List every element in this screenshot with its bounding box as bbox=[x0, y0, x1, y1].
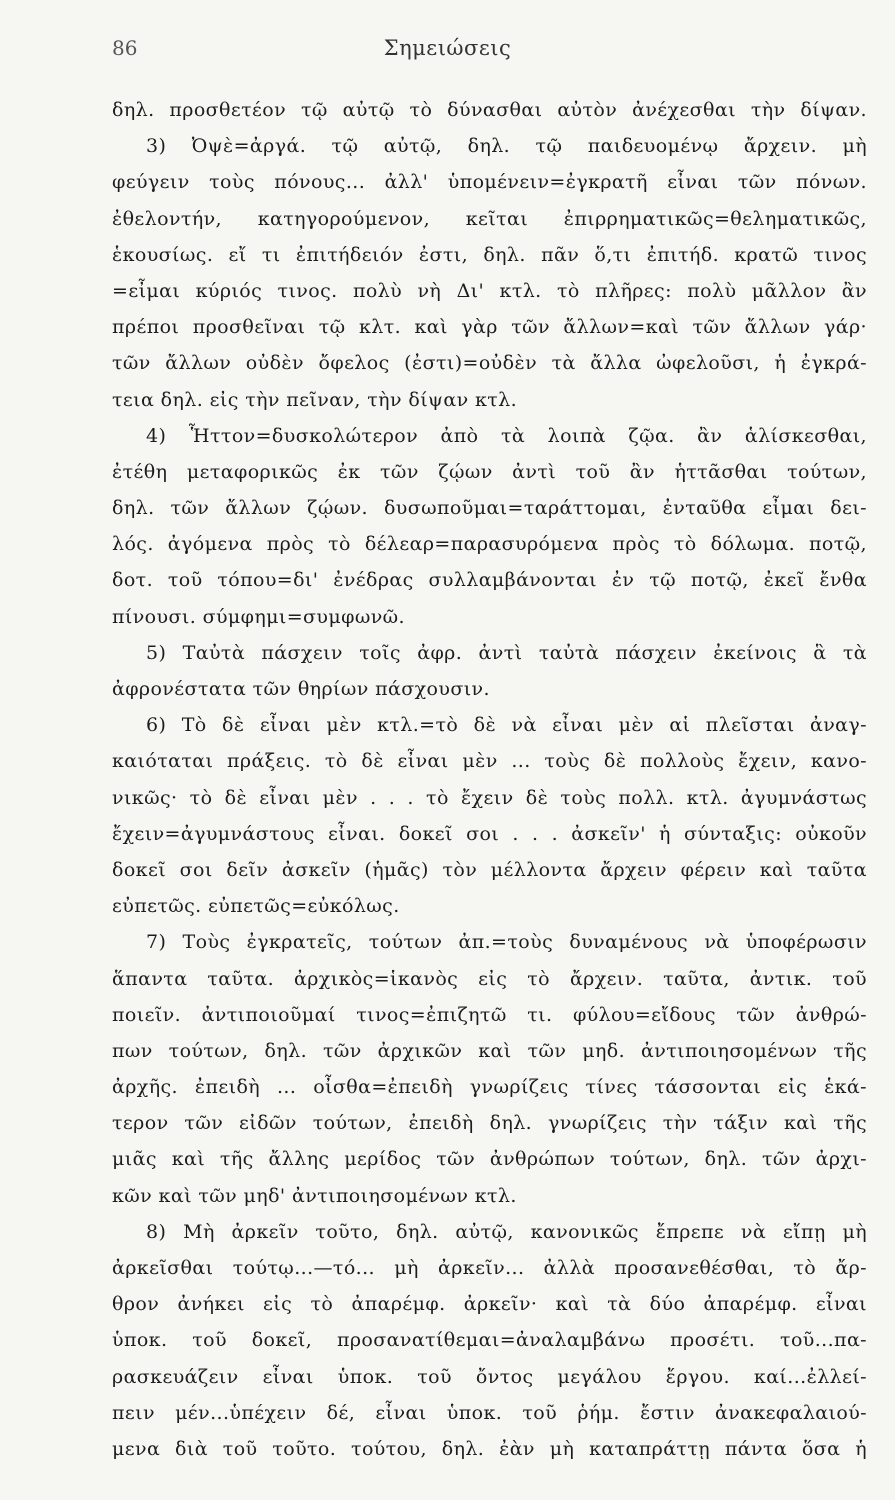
text-line: κῶν καὶ τῶν μηδ' ἀντιποιησομένων κτλ. bbox=[112, 1184, 517, 1207]
text-line: τεια δηλ. εἰς τὴν πεῖναν, τὴν δίψαν κτλ. bbox=[112, 388, 518, 411]
text-line: πρέποι προσθεῖναι τῷ κλτ. καὶ γὰρ τῶν ἄλλων=καὶ τῶν ἄλλων γάρ· bbox=[112, 316, 867, 339]
text-line: 5) Ταὐτὰ πάσχειν τοῖς ἀφρ. ἀντὶ ταὐτὰ πάσχειν ἐκείνοις ἃ τὰ bbox=[146, 641, 867, 664]
text-line: ἀρκεῖσθαι τούτῳ...—τό... μὴ ἀρκεῖν... ἀλλὰ προσανεθέσθαι, τὸ ἄρ- bbox=[112, 1257, 867, 1279]
text-line: εὐπετῶς. εὐπετῶς=εὐκόλως. bbox=[112, 895, 400, 918]
text-line: πων τούτων, δηλ. τῶν ἀρχικῶν καὶ τῶν μηδ. ἀντιποιησομένων τῆς bbox=[112, 1039, 867, 1062]
text-line: ἔχειν=ἀγυμνάστους εἶναι. δοκεῖ σοι . . . ἀσκεῖν' ἡ σύνταξις: οὐκοῦν bbox=[112, 822, 867, 845]
text-line: 7) Τοὺς ἐγκρατεῖς, τούτων ἀπ.=τοὺς δυναμένους νὰ ὑποφέρωσιν bbox=[146, 931, 867, 954]
text-line: ἐτέθη μεταφορικῶς ἐκ τῶν ζῴων ἀντὶ τοῦ ἂν ἡττᾶσθαι τούτων, bbox=[112, 460, 867, 483]
text-line: 6) Τὸ δὲ εἶναι μὲν κτλ.=τὸ δὲ νὰ εἶναι μὲν αἱ πλεῖσται ἀναγ- bbox=[146, 714, 867, 737]
page-number: 86 bbox=[112, 36, 138, 60]
text-line: =εἶμαι κύριός τινος. πολὺ νὴ Δι' κτλ. τὸ πλῆρες: πολὺ μᾶλλον ἂν bbox=[112, 279, 867, 302]
text-line: δοτ. τοῦ τόπου=δι' ἐνέδρας συλλαμβάνονται ἐν τῷ ποτῷ, ἐκεῖ ἔνθα bbox=[112, 569, 867, 592]
text-line: τῶν ἄλλων οὐδὲν ὄφελος (ἐστι)=οὐδὲν τὰ ἄλλα ὠφελοῦσι, ἡ ἐγκρά- bbox=[112, 352, 867, 375]
text-line: ποιεῖν. ἀντιποιοῦμαί τινος=ἐπιζητῶ τι. φύλου=εἴδους τῶν ἀνθρώ- bbox=[112, 1003, 867, 1026]
page-header bbox=[0, 36, 895, 66]
text-line: μιᾶς καὶ τῆς ἄλλης μερίδος τῶν ἀνθρώπων τούτων, δηλ. τῶν ἀρχι- bbox=[112, 1148, 867, 1171]
text-line: 8) Μὴ ἀρκεῖν τοῦτο, δηλ. αὐτῷ, κανονικῶς ἔπρεπε νὰ εἴπῃ μὴ bbox=[146, 1220, 867, 1243]
notes-text bbox=[112, 92, 867, 1467]
text-line: ὑποκ. τοῦ δοκεῖ, προσανατίθεμαι=ἀναλαμβάνω προσέτι. τοῦ...πα- bbox=[112, 1329, 867, 1352]
text-line: ρασκευάζειν εἶναι ὑποκ. τοῦ ὄντος μεγάλου ἔργου. καί...ἐλλεί- bbox=[112, 1365, 867, 1388]
text-line: δηλ. τῶν ἄλλων ζῴων. δυσωποῦμαι=ταράττομαι, ἐνταῦθα εἶμαι δει- bbox=[112, 497, 867, 520]
text-line: νικῶς· τὸ δὲ εἶναι μὲν . . . τὸ ἔχειν δὲ τοὺς πολλ. κτλ. ἀγυμνάστως bbox=[112, 786, 867, 809]
text-line: μενα διὰ τοῦ τοῦτο. τούτου, δηλ. ἐὰν μὴ καταπράττῃ πάντα ὅσα ἡ bbox=[112, 1437, 867, 1460]
text-line: καιόταται πράξεις. τὸ δὲ εἶναι μὲν ... τοὺς δὲ πολλοὺς ἔχειν, κανο- bbox=[112, 750, 867, 773]
text-line: ἑκουσίως. εἴ τι ἐπιτήδειόν ἐστι, δηλ. πᾶν ὅ,τι ἐπιτήδ. κρατῶ τινος bbox=[112, 243, 867, 266]
text-line: τερον τῶν εἰδῶν τούτων, ἐπειδὴ δηλ. γνωρίζεις τὴν τάξιν καὶ τῆς bbox=[112, 1112, 867, 1135]
text-line: λός. ἀγόμενα πρὸς τὸ δέλεαρ=παρασυρόμενα πρὸς τὸ δόλωμα. ποτῷ, bbox=[112, 533, 867, 556]
text-line: ἀρχῆς. ἐπειδὴ ... οἶσθα=ἐπειδὴ γνωρίζεις τίνες τάσσονται εἰς ἑκά- bbox=[112, 1076, 867, 1099]
text-line: ἀφρονέστατα τῶν θηρίων πάσχουσιν. bbox=[112, 678, 490, 700]
text-line: 3) Ὀψὲ=ἀργά. τῷ αὐτῷ, δηλ. τῷ παιδευομένῳ ἄρχειν. μὴ bbox=[146, 135, 867, 158]
text-line: φεύγειν τοὺς πόνους... ἀλλ' ὑπομένειν=ἐγκρατῆ εἶναι τῶν πόνων. bbox=[112, 171, 867, 194]
text-line: πίνουσι. σύμφημι=συμφωνῶ. bbox=[112, 605, 405, 628]
text-line: δοκεῖ σοι δεῖν ἀσκεῖν (ἡμᾶς) τὸν μέλλοντα ἄρχειν φέρειν καὶ ταῦτα bbox=[112, 858, 867, 881]
text-line: ἅπαντα ταῦτα. ἀρχικὸς=ἱκανὸς εἰς τὸ ἄρχειν. ταῦτα, ἀντικ. τοῦ bbox=[112, 967, 867, 990]
text-line: δηλ. προσθετέον τῷ αὐτῷ τὸ δύνασθαι αὐτὸν ἀνέχεσθαι τὴν δίψαν. bbox=[112, 99, 867, 121]
running-title: Σημειώσεις bbox=[383, 36, 512, 60]
text-line: θρον ἀνήκει εἰς τὸ ἀπαρέμφ. ἀρκεῖν· καὶ τὰ δύο ἀπαρέμφ. εἶναι bbox=[112, 1293, 867, 1316]
text-line: ἐθελοντήν, κατηγορούμενον, κεῖται ἐπιρρηματικῶς=θεληματικῶς, bbox=[112, 207, 867, 230]
text-line: πειν μέν...ὑπέχειν δέ, εἶναι ὑποκ. τοῦ ῥήμ. ἔστιν ἀνακεφαλαιού- bbox=[112, 1401, 867, 1424]
text-line: 4) Ἧττον=δυσκολώτερον ἀπὸ τὰ λοιπὰ ζῷα. ἂν ἁλίσκεσθαι, bbox=[146, 424, 867, 447]
